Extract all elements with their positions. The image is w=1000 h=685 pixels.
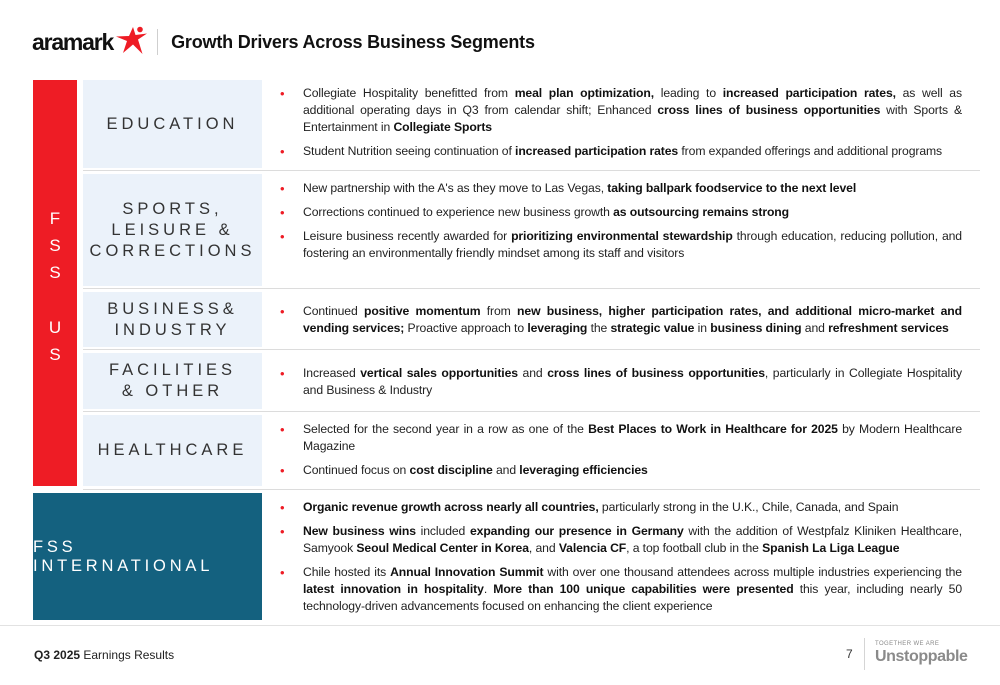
bullet-text: from expanded offerings and additional programs [678, 144, 943, 158]
bullets-facilities [278, 365, 962, 406]
bullet-text: Corrections continued to experience new business growth [303, 205, 614, 219]
segment-label-line: INDUSTRY [114, 320, 231, 339]
bullet-text: , a top football club in the [626, 541, 763, 555]
bullet-text: as well as additional operating days in Q3 from calendar shift; Enhanced [303, 86, 962, 117]
bullet-bold-text: leveraging efficiencies [519, 463, 648, 477]
bullet-item [278, 228, 962, 262]
bullet-bold-text: expanding our presence in Germany [469, 524, 684, 538]
bullet-text: Collegiate Hospitality benefitted from [303, 86, 515, 100]
bullet-text: Student Nutrition seeing continuation of [303, 144, 516, 158]
bullet-item [278, 365, 962, 399]
segment-label-international [33, 493, 262, 620]
tagline-logo [875, 640, 968, 666]
header-divider [157, 29, 158, 55]
bullet-text: particularly strong in the U.K., Chile, Canada, and Spain [598, 500, 899, 514]
bullet-bold-text: Organic revenue growth across nearly all countries, [303, 500, 599, 514]
bullet-bold-text: Valencia CF [558, 541, 627, 555]
footer-text: Earnings Results [80, 648, 175, 662]
bullet-text: New partnership with the A's as they move to Las Vegas, [303, 181, 608, 195]
bullet-bold-text: taking ballpark foodservice to the next level [607, 181, 857, 195]
bullet-text: by Modern Healthcare Magazine [303, 422, 962, 453]
bullet-text: Continued [303, 304, 364, 318]
bullet-text: through education, reducing pollution, and fostering an environmentally friendly mindset among its staff and visitors [303, 229, 962, 260]
bullet-bold-text: More than 100 unique capabilities were presented [493, 582, 794, 596]
header [32, 24, 535, 60]
segment-label-sports [83, 174, 262, 286]
bullet-bold-text: New business wins [303, 524, 416, 538]
bullet-bold-text: cost discipline [409, 463, 493, 477]
bullet-text: and [801, 321, 829, 335]
bullet-text: leading to [654, 86, 723, 100]
footer-vertical-divider [864, 638, 865, 670]
bullet-item [278, 421, 962, 455]
segment-label-education [83, 80, 262, 168]
bullet-item [278, 462, 962, 479]
fss-us-letter: S [49, 263, 61, 282]
bullet-text: Continued focus on [303, 463, 410, 477]
bullets-sports [278, 180, 962, 269]
bullet-bold-text: positive momentum [363, 304, 481, 318]
fss-us-letter: S [49, 236, 61, 255]
bullet-text: . [483, 582, 494, 596]
section-divider [83, 288, 980, 289]
bullet-bold-text: increased participation rates, [722, 86, 896, 100]
bullet-text: this year, including nearly 50 technology-driven advancements focused on enhancing the client experience [303, 582, 963, 613]
page-title: Growth Drivers Across Business Segments [171, 31, 535, 52]
aramark-logo [32, 24, 148, 60]
bullet-bold-text: Annual Innovation Summit [390, 565, 544, 579]
bullet-bold-text: leveraging [527, 321, 588, 335]
segment-label-line: SPORTS, [122, 199, 223, 218]
fss-us-bar [33, 80, 77, 486]
tagline-small: TOGETHER WE ARE [875, 641, 940, 647]
tagline-big: Unstoppable [875, 648, 968, 665]
bullet-item [278, 499, 962, 516]
bullet-text: the [587, 321, 611, 335]
segment-label-line: FACILITIES [108, 361, 237, 379]
bullet-text: and [492, 463, 520, 477]
bullet-item [278, 204, 962, 221]
bullet-text: included [415, 524, 470, 538]
segment-label-business [83, 292, 262, 347]
footer-quarter: Q3 2025 [34, 648, 81, 662]
bullet-bold-text: cross lines of business opportunities [657, 103, 881, 117]
bullet-bold-text: Best Places to Work in Healthcare for 2025 [588, 422, 838, 436]
bullets-education [278, 85, 962, 167]
bullet-bold-text: Collegiate Sports [393, 120, 492, 134]
section-divider [83, 489, 980, 490]
bullet-item [278, 143, 962, 160]
section-divider [83, 170, 980, 171]
bullet-bold-text: Spanish La Liga League [762, 541, 900, 555]
segment-label-healthcare [83, 415, 262, 486]
segment-label-line: CORRECTIONS [89, 241, 256, 260]
bullet-text: , particularly in Collegiate Hospitality and Business & Industry [303, 366, 962, 397]
bullet-text: Selected for the second year in a row as one of the [303, 422, 589, 436]
bullet-bold-text: latest innovation in hospitality [303, 582, 484, 596]
fss-us-letter: F [49, 209, 61, 228]
bullet-item [278, 180, 962, 197]
segment-label-line: HEALTHCARE [97, 441, 248, 459]
bullet-text: in [694, 321, 711, 335]
footer-label [34, 648, 174, 662]
bullet-bold-text: Seoul Medical Center in Korea [356, 541, 529, 555]
bullet-text: with over one thousand attendees across multiple industries experiencing the [543, 565, 962, 579]
bullets-healthcare [278, 421, 962, 486]
bullet-text: from [480, 304, 518, 318]
fss-us-letter: U [48, 318, 62, 337]
bullet-text: Proactive approach to [404, 321, 528, 335]
bullet-item [278, 303, 962, 337]
segment-label-line: FSS INTERNATIONAL [33, 537, 214, 575]
bullet-bold-text: increased participation rates [515, 144, 679, 158]
bullet-bold-text: refreshment services [828, 321, 949, 335]
bullet-bold-text: as outsourcing remains strong [613, 205, 789, 219]
star-person-icon [114, 26, 148, 56]
bullet-bold-text: vertical sales opportunities [360, 366, 518, 380]
bullet-bold-text: strategic value [610, 321, 695, 335]
bullet-text: Increased [303, 366, 361, 380]
bullet-text: Leisure business recently awarded for [303, 229, 512, 243]
bullet-item [278, 564, 962, 615]
bullet-text: with Sports & Entertainment in [303, 103, 962, 134]
section-divider [83, 349, 980, 350]
segment-label-line: EDUCATION [106, 114, 239, 133]
bullet-bold-text: new business, higher participation rates, and additional micro-market and vending services; [303, 304, 962, 335]
fss-us-label [33, 205, 77, 368]
bullet-text: and [517, 366, 548, 380]
bullet-text: with the addition of Westpfalz Kliniken Healthcare, Samyook [303, 524, 963, 555]
segment-label-line: LEISURE & [111, 220, 234, 239]
logo-text: aramark [32, 28, 114, 55]
segment-label-line: BUSINESS& [107, 299, 238, 318]
bullet-text: , and [528, 541, 559, 555]
bullet-bold-text: business dining [710, 321, 802, 335]
bullet-bold-text: cross lines of business opportunities [547, 366, 765, 380]
page-number: 7 [846, 647, 853, 661]
bullets-international [278, 499, 962, 622]
footer-divider [0, 625, 1000, 626]
bullet-text: Chile hosted its [303, 565, 391, 579]
section-divider [83, 411, 980, 412]
bullet-item [278, 523, 962, 557]
bullet-bold-text: prioritizing environmental stewardship [511, 229, 733, 243]
bullet-bold-text: meal plan optimization, [514, 86, 654, 100]
segment-label-facilities [83, 353, 262, 409]
bullet-item [278, 85, 962, 136]
fss-us-letter: S [49, 345, 61, 364]
bullets-business [278, 303, 962, 344]
segment-label-line: & OTHER [121, 382, 224, 400]
